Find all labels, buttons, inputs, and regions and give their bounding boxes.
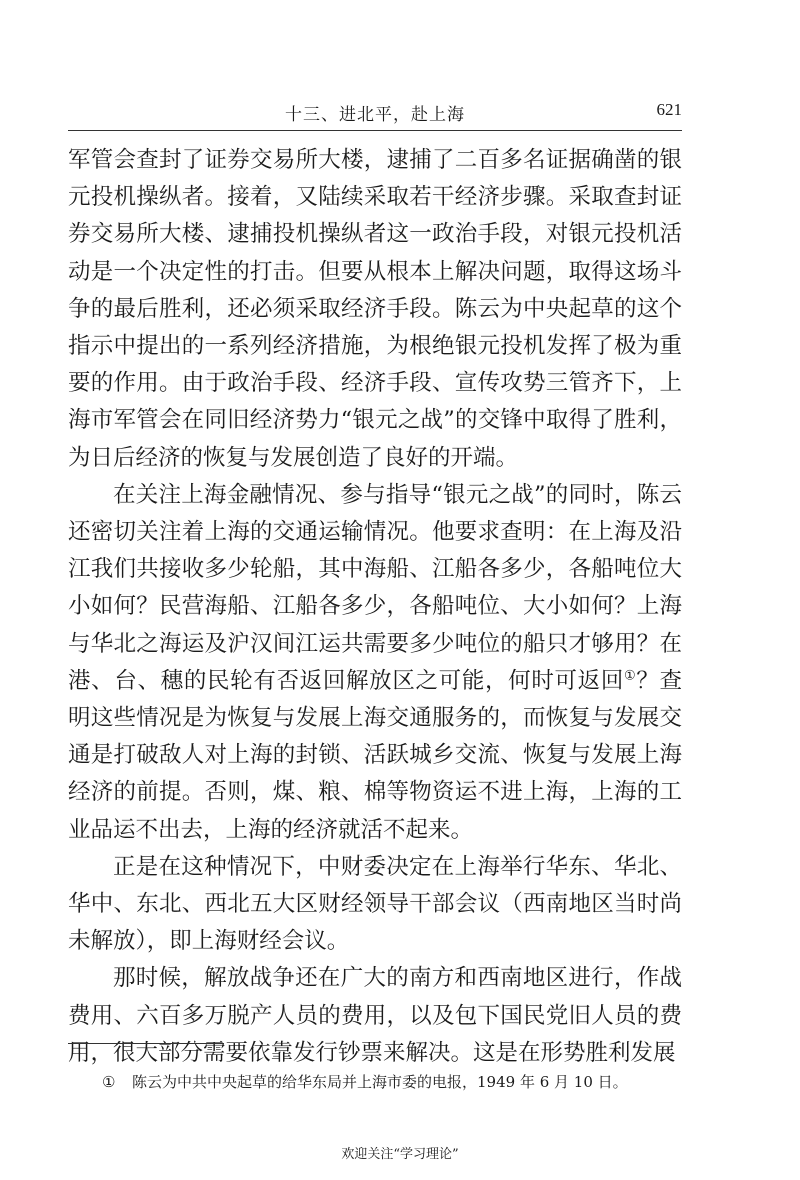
chapter-title: 十三、进北平，赴上海 bbox=[285, 105, 465, 125]
paragraph bbox=[68, 477, 682, 849]
footnote-text: 陈云为中共中央起草的给华东局并上海市委的电报，1949 年 6 月 10 日。 bbox=[132, 1073, 628, 1091]
footnote-marker: ① bbox=[102, 1073, 116, 1091]
paragraph-text: 在关注上海金融情况、参与指导“银元之战”的同时，陈云还密切关注着上海的交通运输情况。他要求查明：在上海及沿江我们共接收多少轮船，其中海船、江船各多少，各船吨位大小如何？民营海船、江船各多少，各船吨位、大小如何？上海与华北之海运及沪汉间江运共需要多少吨位的船只才够用？在港、台、穗的民轮有否返回解放区之可能，何时可返回 bbox=[68, 481, 682, 694]
footnote bbox=[102, 1071, 702, 1093]
paragraph: 正是在这种情况下，中财委决定在上海举行华东、华北、华中、东北、西北五大区财经领导干部会议（西南地区当时尚未解放），即上海财经会议。 bbox=[68, 853, 682, 955]
paragraph-text: ？查明这些情况是为恢复与发展上海交通服务的，而恢复与发展交通是打破敌人对上海的封锁、活跃城乡交流、恢复与发展上海经济的前提。否则，煤、粮、棉等物资运不进上海，上海的工业品运不出去，上海的经济就活不起来。 bbox=[68, 667, 682, 843]
body-text bbox=[68, 142, 682, 1072]
page-number: 621 bbox=[656, 100, 682, 119]
page-footer: 欢迎关注“学习理论” bbox=[341, 1147, 459, 1162]
footnote-reference[interactable]: ① bbox=[623, 668, 637, 684]
footnote-divider bbox=[68, 1043, 224, 1044]
paragraph: 那时候，解放战争还在广大的南方和西南地区进行，作战费用、六百多万脱产人员的费用，以及包下国民党旧人员的费用，很大部分需要依靠发行钞票来解决。这是在形势胜利发展 bbox=[68, 965, 682, 1066]
page-header bbox=[68, 96, 682, 131]
paragraph-continued: 军管会查封了证券交易所大楼，逮捕了二百多名证据确凿的银元投机操纵者。接着，又陆续采取若干经济步骤。采取查封证券交易所大楼、逮捕投机操纵者这一政治手段，对银元投机活动是一个决定性的打击。但要从根本上解决问题，取得这场斗争的最后胜利，还必须采取经济手段。陈云为中央起草的这个指示中提出的一系列经济措施，为根绝银元投机发挥了极为重要的作用。由于政治手段、经济手段、宣传攻势三管齐下，上海市军管会在同旧经济势力“银元之战”的交锋中取得了胜利，为日后经济的恢复与发展创造了良好的开端。 bbox=[68, 147, 682, 471]
